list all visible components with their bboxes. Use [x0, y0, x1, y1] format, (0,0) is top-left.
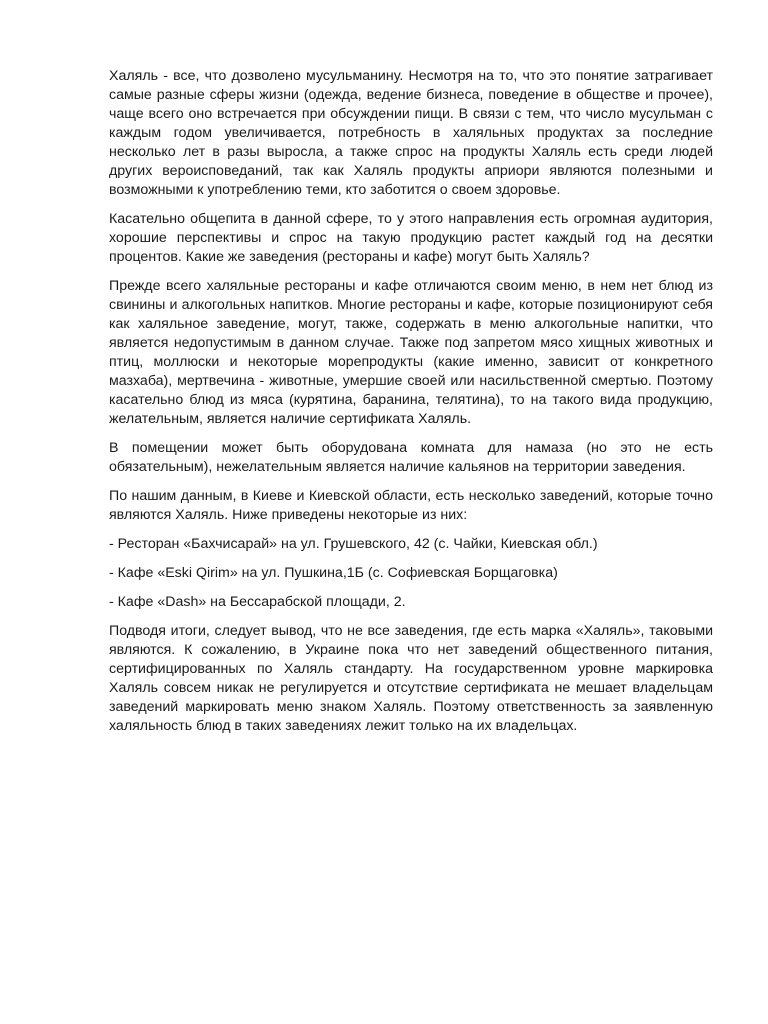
- list-item: - Кафе «Eski Qirim» на ул. Пушкина,1Б (с. Софиевская Борщаговка): [109, 565, 558, 581]
- paragraph-premises: В помещении может быть оборудована комната для намаза (но это не есть обязательным), нежелательным является наличие кальянов на территории заведения.: [109, 440, 713, 475]
- paragraph-conclusion: Подводя итоги, следует вывод, что не все заведения, где есть марка «Халяль», таковыми являются. К сожалению, в Украине пока что нет заведений общественного питания, сертифицированных по Халяль стандарту. На государственном уровне маркировка Халяль совсем никак не регулируется и отсутствие сертификата не мешает владельцам заведений маркировать меню знаком Халяль. Поэтому ответственность за заявленную халяльность блюд в таких заведениях лежит только на их владельцах.: [109, 623, 713, 734]
- paragraph-catering: Касательно общепита в данной сфере, то у этого направления есть огромная аудитория, хорошие перспективы и спрос на такую продукцию растет каждый год на десятки процентов. Какие же заведения (рестораны и кафе) могут быть Халяль?: [109, 211, 713, 265]
- list-item: - Кафе «Dash» на Бессарабской площади, 2.: [109, 594, 406, 610]
- paragraph-menu: Прежде всего халяльные рестораны и кафе отличаются своим меню, в нем нет блюд из свинины и алкогольных напитков. Многие рестораны и кафе, которые позиционируют себя как халяльное заведение, могут, также, содержать в меню алкогольные напитки, что является недопустимым в данном случае. Также под запретом мясо хищных животных и птиц, моллюски и некоторые морепродукты (какие именно, зависит от конкретного мазхаба), мертвечина - животные, умершие своей или насильственной смертью. Поэтому касательно блюд из мяса (курятина, баранина, телятина), то на такого вида продукцию, желательным, является наличие сертификата Халяль.: [109, 278, 713, 427]
- list-item: - Ресторан «Бахчисарай» на ул. Грушевского, 42 (с. Чайки, Киевская обл.): [109, 536, 598, 552]
- paragraph-intro: Халяль - все, что дозволено мусульманину. Несмотря на то, что это понятие затрагивает самые разные сферы жизни (одежда, ведение бизнеса, поведение в обществе и прочее), чаще всего оно встречается при обсуждении пищи. В связи с тем, что число мусульман с каждым годом увеличивается, потребность в халяльных продуктах за последние несколько лет в разы выросла, а также спрос на продукты Халяль есть среди людей других вероисповеданий, так как Халяль продукты априори являются полезными и возможными к употреблению теми, кто заботится о своем здоровье.: [109, 68, 713, 198]
- paragraph-kyiv: По нашим данным, в Киеве и Киевской области, есть несколько заведений, которые точно являются Халяль. Ниже приведены некоторые из них:: [109, 488, 713, 523]
- document-body: [109, 67, 713, 746]
